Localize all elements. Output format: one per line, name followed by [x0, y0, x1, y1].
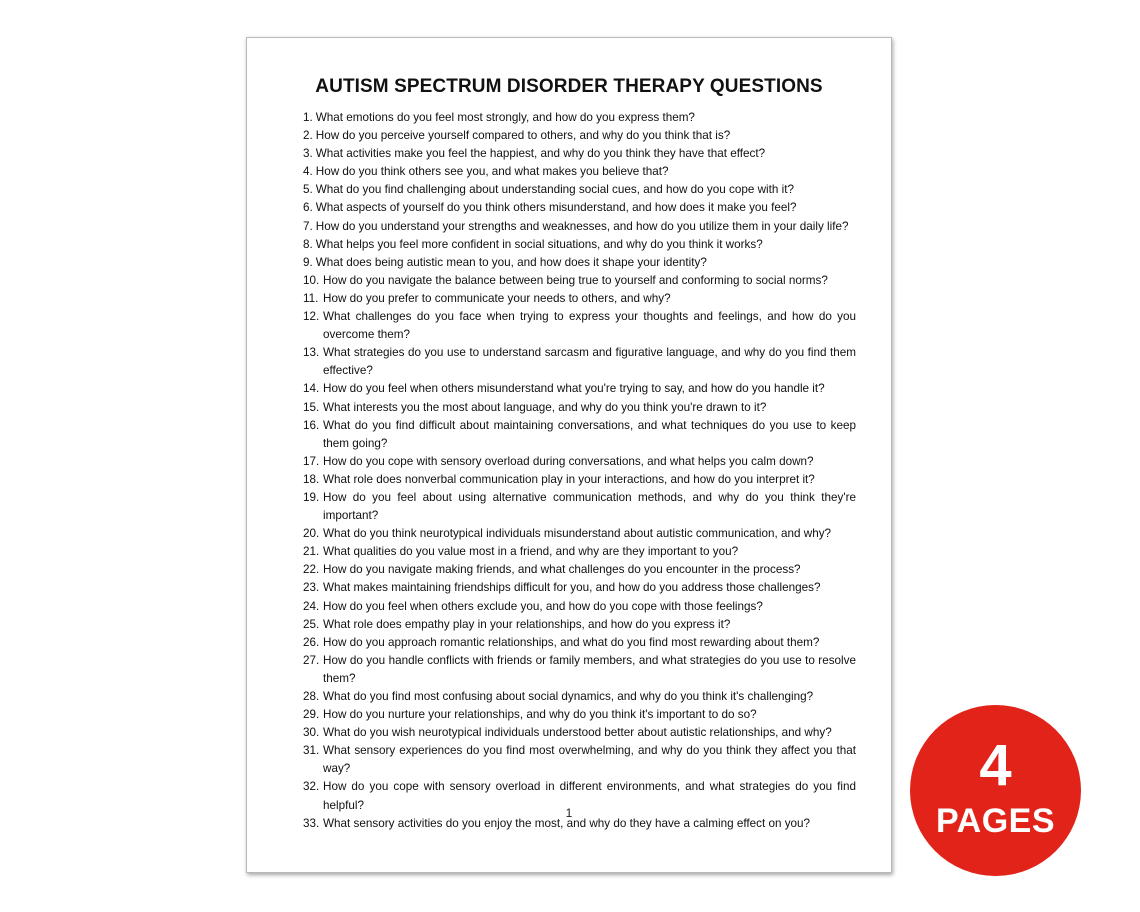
question-number: 13.	[303, 346, 320, 360]
question-number: 18.	[303, 472, 320, 486]
question-item	[303, 181, 856, 199]
question-number: 30.	[303, 726, 320, 740]
question-text: What helps you feel more confident in social situations, and why do you think it works?	[315, 237, 763, 251]
question-text: What strategies do you use to understand sarcasm and figurative language, and why do you find them effective?	[323, 346, 856, 378]
question-item	[303, 724, 856, 742]
question-item	[303, 145, 856, 163]
question-number: 2.	[303, 129, 313, 143]
question-text: What do you find most confusing about social dynamics, and why do you think it's challenging?	[323, 690, 814, 703]
question-text: What do you find challenging about understanding social cues, and how do you cope with it?	[315, 183, 794, 197]
question-number: 26.	[303, 635, 320, 649]
question-item	[303, 453, 856, 471]
question-item	[303, 742, 856, 778]
question-number: 1.	[303, 111, 313, 124]
question-item	[303, 344, 856, 380]
question-text: What aspects of yourself do you think others misunderstand, and how does it make you feel?	[315, 201, 797, 215]
question-number: 33.	[303, 816, 320, 830]
question-text: What makes maintaining friendships difficult for you, and how do you address those challenges?	[323, 581, 821, 595]
question-text: How do you think others see you, and what makes you believe that?	[315, 165, 669, 179]
question-number: 31.	[303, 744, 320, 758]
question-item	[303, 399, 856, 417]
question-number: 29.	[303, 708, 320, 722]
question-text: What role does nonverbal communication play in your interactions, and how do you interpret it?	[323, 472, 815, 486]
question-text: How do you perceive yourself compared to others, and why do you think that is?	[315, 129, 731, 143]
question-item	[303, 543, 856, 561]
question-item	[303, 109, 856, 127]
question-text: How do you navigate the balance between being true to yourself and conforming to social norms?	[323, 273, 828, 287]
question-item	[303, 199, 856, 217]
question-text: How do you understand your strengths and weaknesses, and how do you utilize them in your daily life?	[315, 219, 849, 233]
question-item	[303, 127, 856, 145]
question-number: 12.	[303, 310, 320, 324]
question-number: 20.	[303, 527, 320, 541]
page-count-number: 4	[979, 733, 1012, 798]
question-number: 23.	[303, 581, 320, 595]
question-number: 28.	[303, 690, 320, 703]
question-text: What do you find difficult about maintaining conversations, and what techniques do you use to keep them going?	[323, 418, 856, 450]
question-number: 8.	[303, 237, 313, 251]
question-text: How do you cope with sensory overload in different environments, and what strategies do you find helpful?	[323, 780, 856, 812]
page-count-badge	[910, 705, 1081, 876]
question-number: 14.	[303, 382, 320, 396]
question-number: 21.	[303, 545, 320, 559]
question-text: How do you feel when others exclude you, and how do you cope with those feelings?	[323, 599, 763, 613]
question-item	[303, 598, 856, 616]
question-item	[303, 706, 856, 724]
question-item	[303, 489, 856, 525]
question-text: What do you wish neurotypical individuals understood better about autistic relationships, and why?	[323, 726, 832, 740]
question-number: 10.	[303, 273, 320, 287]
question-item	[303, 471, 856, 489]
question-text: What sensory activities do you enjoy the most, and why do they have a calming effect on you?	[323, 816, 811, 830]
question-text: How do you nurture your relationships, and why do you think it's important to do so?	[323, 708, 757, 722]
question-text: How do you feel about using alternative communication methods, and why do you think they're important?	[323, 490, 856, 523]
question-item	[303, 579, 856, 597]
question-text: What do you think neurotypical individuals misunderstand about autistic communication, and why?	[323, 527, 832, 541]
question-text: How do you feel when others misunderstand what you're trying to say, and how do you handle it?	[323, 382, 825, 396]
question-list	[303, 109, 856, 833]
page-number: 1	[565, 806, 573, 820]
question-text: How do you approach romantic relationships, and what do you find most rewarding about them?	[323, 635, 820, 649]
question-text: What does being autistic mean to you, and how does it shape your identity?	[315, 255, 707, 269]
question-number: 24.	[303, 599, 320, 613]
question-item	[303, 652, 856, 688]
question-text: What sensory experiences do you find most overwhelming, and why do you think they affect you that way?	[323, 744, 856, 776]
question-item	[303, 254, 856, 272]
question-text: What challenges do you face when trying to express your thoughts and feelings, and how do you overcome them?	[323, 310, 856, 342]
question-text: What role does empathy play in your relationships, and how do you express it?	[323, 617, 731, 631]
question-item	[303, 218, 856, 236]
question-number: 4.	[303, 165, 313, 179]
question-item	[303, 380, 856, 398]
question-number: 17.	[303, 454, 320, 468]
document-page	[246, 37, 892, 873]
question-number: 16.	[303, 418, 320, 432]
question-item	[303, 290, 856, 308]
question-number: 32.	[303, 780, 320, 794]
question-item	[303, 634, 856, 652]
question-item	[303, 163, 856, 181]
question-item	[303, 236, 856, 254]
question-number: 27.	[303, 653, 320, 667]
question-number: 6.	[303, 201, 313, 215]
question-text: What interests you the most about language, and why do you think you're drawn to it?	[323, 400, 767, 414]
question-number: 22.	[303, 563, 320, 577]
question-item	[303, 308, 856, 344]
document-title: AUTISM SPECTRUM DISORDER THERAPY QUESTIONS	[315, 76, 823, 97]
question-number: 19.	[303, 490, 320, 504]
question-item	[303, 417, 856, 453]
question-text: How do you prefer to communicate your needs to others, and why?	[323, 291, 671, 305]
question-number: 15.	[303, 400, 320, 414]
question-number: 5.	[303, 183, 313, 197]
question-text: What activities make you feel the happiest, and why do you think they have that effect?	[315, 147, 766, 161]
question-item	[303, 688, 856, 706]
question-text: How do you cope with sensory overload during conversations, and what helps you calm down?	[323, 454, 814, 468]
question-item	[303, 272, 856, 290]
question-number: 7.	[303, 219, 313, 233]
question-item	[303, 561, 856, 579]
question-number: 9.	[303, 255, 313, 269]
question-number: 25.	[303, 617, 320, 631]
question-number: 3.	[303, 147, 313, 161]
question-text: How do you handle conflicts with friends or family members, and what strategies do you use to resolve them?	[323, 653, 856, 685]
question-item	[303, 525, 856, 543]
question-text: How do you navigate making friends, and what challenges do you encounter in the process?	[323, 563, 801, 577]
question-text: What emotions do you feel most strongly, and how do you express them?	[315, 111, 695, 124]
question-item	[303, 616, 856, 634]
question-number: 11.	[303, 291, 319, 305]
question-text: What qualities do you value most in a friend, and why are they important to you?	[323, 545, 739, 559]
page-count-label: PAGES	[935, 802, 1055, 840]
